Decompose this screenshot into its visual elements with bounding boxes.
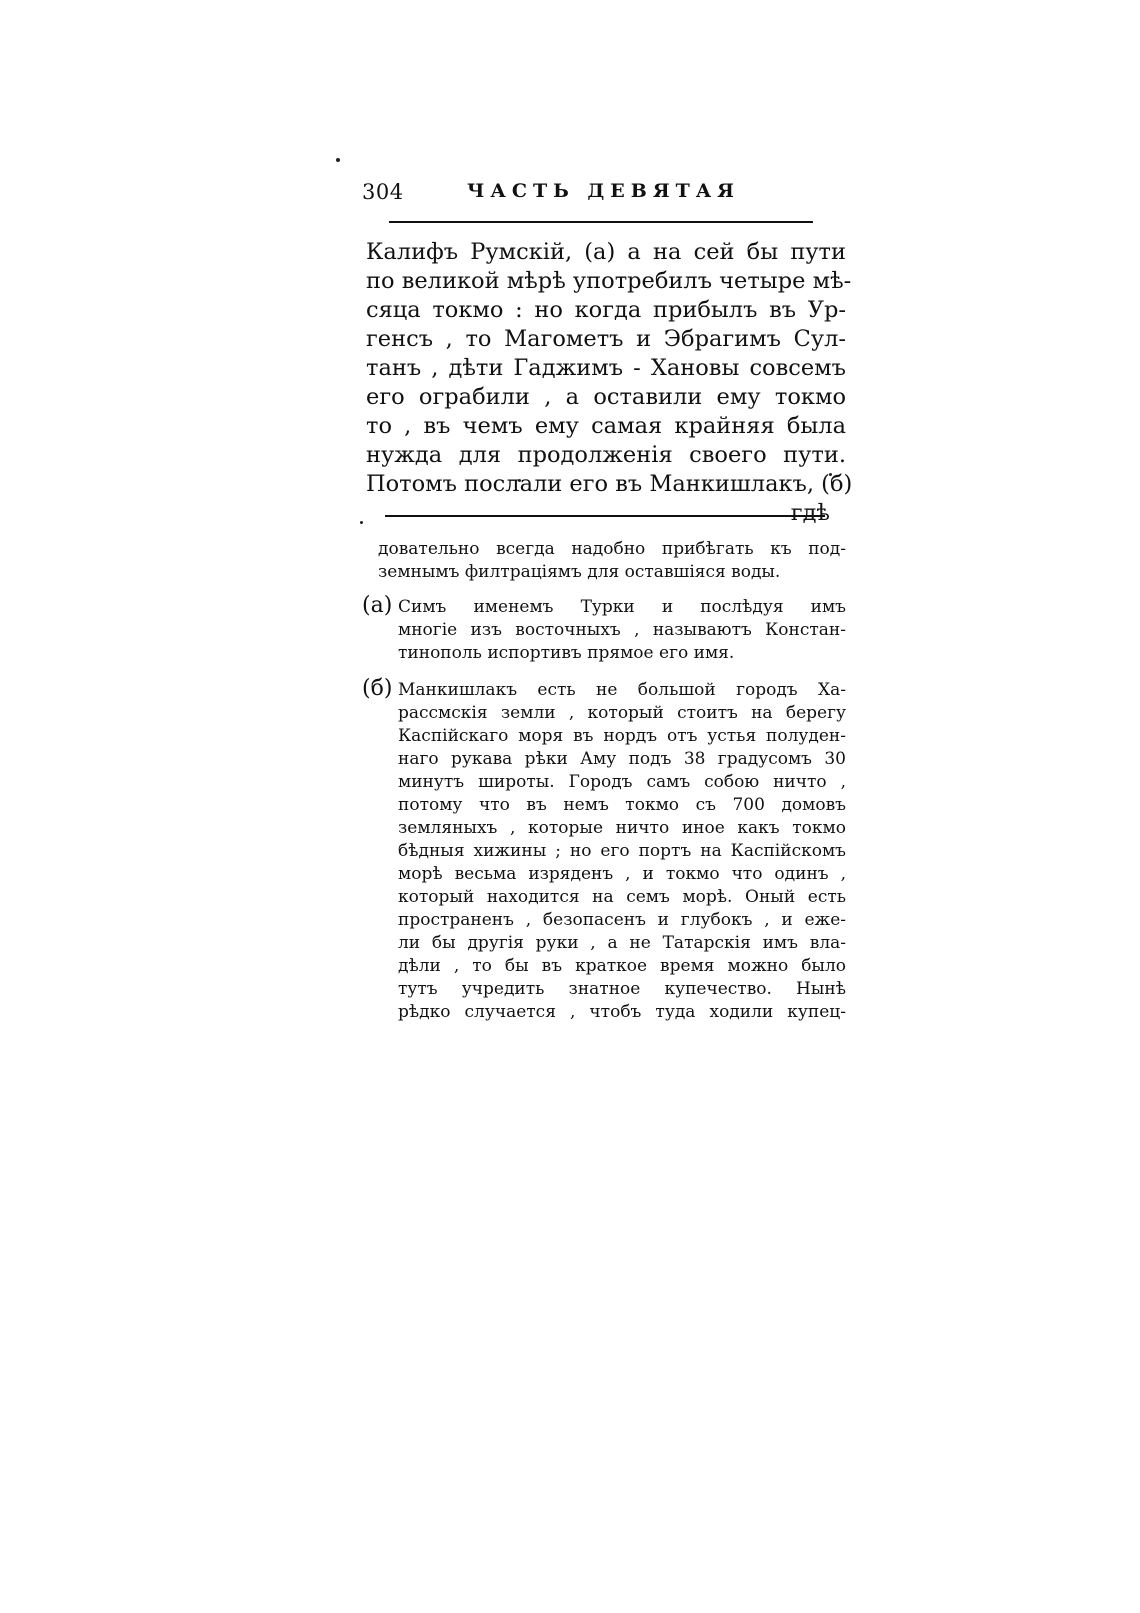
footnotes bbox=[362, 538, 846, 1024]
footnote-line: ли бы другія руки , а не Татарскія имъ вла- bbox=[398, 933, 846, 953]
footnote-a bbox=[362, 593, 846, 665]
footnote-line: наго рукава рѣки Аму подъ 38 градусомъ 30 bbox=[398, 749, 846, 769]
footnote-line: Симъ именемъ Турки и послѣдуя имъ bbox=[398, 597, 846, 617]
text-line: генсъ , то Магометъ и Эбрагимъ Сул- bbox=[366, 326, 846, 352]
running-title: ЧАСТЬ ДЕВЯТАЯ bbox=[467, 180, 740, 202]
footnote-line: дѣли , то бы въ краткое время можно было bbox=[398, 956, 846, 976]
footnote-line: земляныхъ , которые ничто иное какъ токмо bbox=[398, 818, 846, 838]
footnote-line: тутъ учредить знатное купечество. Нынѣ bbox=[398, 979, 846, 999]
footnote-marker: (б) bbox=[362, 676, 393, 701]
footnote-line: тинополь испортивъ прямое его имя. bbox=[398, 643, 735, 663]
text-line: Калифъ Румскій, (а) а на сей бы пути bbox=[366, 239, 846, 265]
footnote-body bbox=[378, 679, 846, 1024]
text-line: нужда для продолженія своего пути. bbox=[366, 442, 846, 468]
footnote-line: потому что въ немъ токмо съ 700 домовъ bbox=[398, 795, 846, 815]
footnote-line: Манкишлакъ есть не большой городъ Ха- bbox=[398, 680, 846, 700]
page-number: 304 bbox=[362, 180, 404, 204]
footnote-continuation bbox=[378, 538, 846, 584]
text-line: его ограбили , а оставили ему токмо bbox=[366, 384, 846, 410]
main-text bbox=[366, 238, 853, 528]
footnote-line: рассмскія земли , который стоитъ на берегу bbox=[398, 703, 846, 723]
text-line: по великой мѣрѣ употребилъ четыре мѣ- bbox=[366, 268, 852, 294]
text-line: танъ , дѣти Гаджимъ - Хановы совсемъ bbox=[366, 355, 846, 381]
ink-speck bbox=[360, 521, 363, 524]
footnote-line: многіе изъ восточныхъ , называютъ Констан- bbox=[398, 620, 846, 640]
text-line: то , въ чемъ ему самая крайняя была bbox=[366, 413, 846, 439]
page-header bbox=[362, 178, 822, 208]
ink-speck bbox=[336, 158, 340, 162]
footnote-line: бѣдныя хижины ; но его портъ на Каспійскомъ bbox=[398, 841, 846, 861]
footnote-b bbox=[362, 676, 846, 1024]
footnote-body bbox=[378, 596, 846, 665]
text-line: Потомъ послали его въ Манкишлакъ, (б) bbox=[366, 471, 853, 497]
footnote-line: морѣ весьма изряденъ , и токмо что одинъ , bbox=[398, 864, 846, 884]
footnote-line: довательно всегда надобно прибѣгать къ под- bbox=[378, 539, 846, 559]
header-rule bbox=[389, 221, 813, 223]
footnote-line: земнымъ филтраціямъ для оставшіяся воды. bbox=[378, 562, 781, 582]
footnote-rule bbox=[385, 515, 825, 517]
footnote-line: Каспійскаго моря въ нордъ отъ устья полуден- bbox=[398, 726, 846, 746]
footnote-line: пространенъ , безопасенъ и глубокъ , и еже- bbox=[398, 910, 846, 930]
footnote-line: рѣдко случается , чтобъ туда ходили купец- bbox=[398, 1002, 846, 1022]
footnote-marker: (а) bbox=[362, 593, 393, 618]
text-line: сяца токмо : но когда прибылъ въ Ур- bbox=[366, 297, 846, 323]
footnote-line: который находится на семъ морѣ. Оный есть bbox=[398, 887, 846, 907]
catchword: гдѣ bbox=[790, 500, 830, 526]
footnote-line: минутъ широты. Городъ самъ собою ничто , bbox=[398, 772, 846, 792]
